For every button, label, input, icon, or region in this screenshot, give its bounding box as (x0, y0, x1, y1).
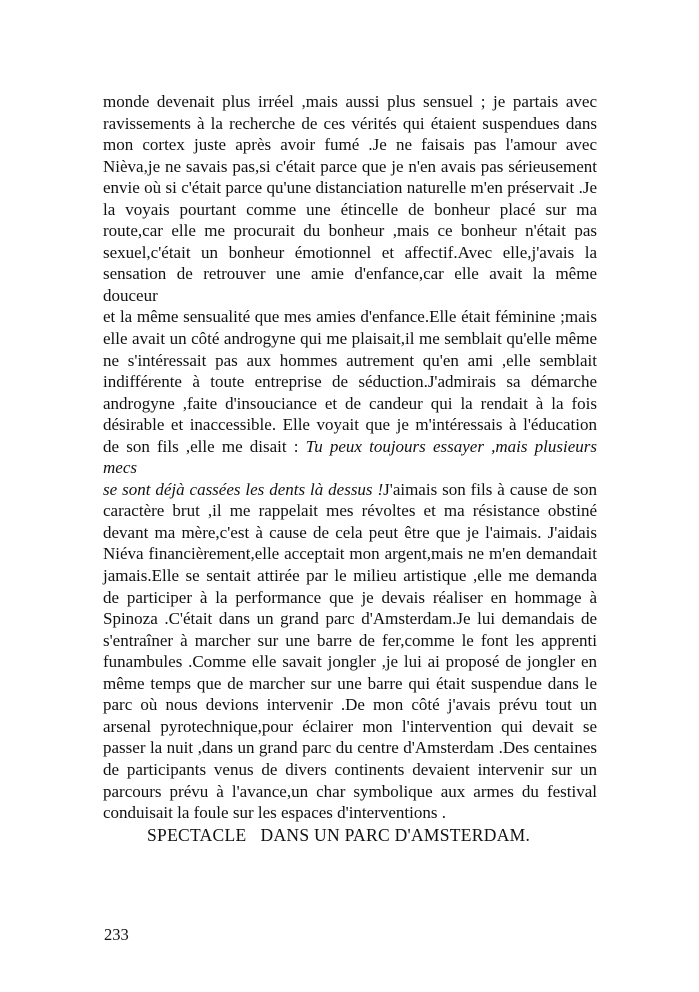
paragraph-line: Spinoza .C'était dans un grand parc d'Amsterdam.Je lui demandais de (103, 609, 597, 629)
paragraph-line: conduisait la foule sur les espaces d'interventions . (103, 803, 446, 823)
paragraph-line: funambules .Comme elle savait jongler ,je lui ai proposé de jongler en (103, 652, 597, 672)
paragraph-line: se sont déjà cassées les dents là dessus !J'aimais son fils à cause de son (103, 479, 597, 499)
paragraph-line: ravissements à la recherche de ces vérités qui étaient suspendues dans (103, 113, 597, 133)
paragraph-line: sensation de retrouver une amie d'enfance,car elle avait la même douceur (103, 264, 597, 305)
page-number: 233 (104, 925, 129, 944)
paragraph-line: de son fils ,elle me disait : Tu peux toujours essayer ,mais plusieurs mecs (103, 436, 597, 478)
paragraph-line: s'entraîner à marcher sur une barre de fer,comme le font les apprenti (103, 630, 597, 650)
paragraph-line: ne s'intéressait pas aux hommes autrement qu'en ami ,elle semblait (103, 350, 597, 370)
body-paragraph (103, 91, 597, 824)
paragraph-line: passer la nuit ,dans un grand parc du centre d'Amsterdam .Des centaines (103, 738, 597, 758)
paragraph-line: même temps que de marcher sur une barre qui était suspendue dans le (103, 673, 597, 693)
paragraph-line: monde devenait plus irréel ,mais aussi plus sensuel ; je partais avec (103, 92, 597, 111)
paragraph-line: jamais.Elle se sentait attirée par le milieu artistique ,elle me demanda (103, 566, 597, 586)
paragraph-line: mon cortex juste après avoir fumé .Je ne faisais pas l'amour avec (103, 135, 597, 155)
paragraph-line: indifférente à toute entreprise de séduction.J'admirais sa démarche (103, 372, 597, 392)
paragraph-line: la voyais pourtant comme une étincelle de bonheur placé sur ma (103, 199, 597, 219)
section-heading: SPECTACLE DANS UN PARC D'AMSTERDAM. (147, 825, 531, 845)
paragraph-line: sexuel,c'était un bonheur émotionnel et affectif.Avec elle,j'avais la (103, 242, 597, 262)
paragraph-line: envie où si c'était parce qu'une distanciation naturelle m'en préservait .Je (103, 178, 597, 198)
paragraph-line: route,car elle me procurait du bonheur ,mais ce bonheur n'était pas (103, 221, 597, 241)
paragraph-line: Nièva,je ne savais pas,si c'était parce que je n'en avais pas sérieusement (103, 156, 597, 176)
paragraph-line: androgyne ,faite d'insouciance et de candeur qui la rendait à la fois (103, 393, 597, 413)
paragraph-line: et la même sensualité que mes amies d'enfance.Elle était féminine ;mais (103, 307, 597, 327)
paragraph-line: de participer à la performance que je devais réaliser en hommage à (103, 587, 597, 607)
paragraph-line: désirable et inaccessible. Elle voyait que je m'intéressais à l'éducation (103, 415, 597, 435)
paragraph-line: de participants venus de divers continents devaient intervenir sur un (103, 759, 597, 779)
paragraph-line: parc où nous devions intervenir .De mon côté j'avais prévu tout un (103, 695, 597, 715)
paragraph-line: devant ma mère,c'est à cause de cela peut être que je l'aimais. J'aidais (103, 522, 597, 542)
paragraph-line: arsenal pyrotechnique,pour éclairer mon l'intervention qui devait se (103, 716, 597, 736)
paragraph-line: elle avait un côté androgyne qui me plaisait,il me semblait qu'elle même (103, 329, 597, 349)
paragraph-line: caractère brut ,il me rappelait mes révoltes et ma résistance obstiné (103, 501, 597, 521)
paragraph-line: Niéva financièrement,elle acceptait mon argent,mais ne m'en demandait (103, 544, 597, 564)
paragraph-line: parcours prévu à l'avance,un char symbolique aux armes du festival (103, 781, 597, 801)
